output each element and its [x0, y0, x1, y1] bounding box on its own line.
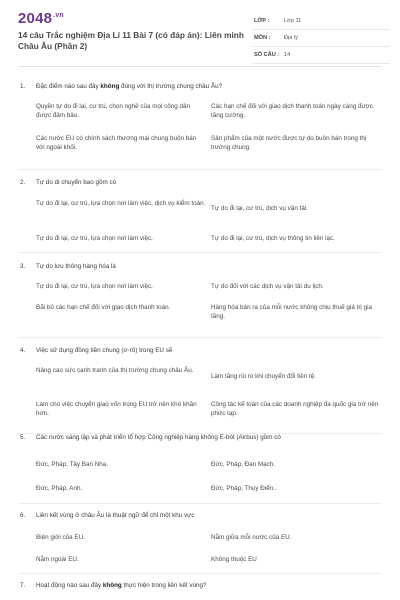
answer-option-c[interactable]: Tự do đi lại, cư trú, lựa chọn nơi làm việc. [36, 235, 153, 242]
meta-value: 14 [284, 52, 291, 58]
answer-option-d[interactable]: Không thuộc EU [211, 556, 257, 563]
question-divider [18, 503, 382, 504]
question-text: Tự do di chuyển bao gồm có [36, 179, 117, 186]
answer-option-d[interactable]: Công tác kế toán của các doanh nghiệp đa quốc gia trở nên phức tạp. [211, 401, 379, 417]
question-number: 2. [20, 179, 26, 186]
question-divider [18, 169, 382, 170]
answer-option-a[interactable]: Đức, Pháp, Tây Ban Nha. [36, 461, 109, 468]
page-title: 14 câu Trắc nghiệm Địa Lí 11 Bài 7 (có đáp án): Liên minh Châu Âu (Phần 2) [18, 30, 244, 51]
meta-table [252, 13, 390, 64]
answer-option-c[interactable]: Các nước EU có chính sách thương mại chung buôn bán với ngoài khối. [36, 135, 197, 151]
logo-text: 2048 [18, 10, 53, 27]
answer-option-d[interactable]: Đức, Pháp, Thụy Điển.. [211, 485, 277, 492]
question-divider [18, 252, 382, 253]
meta-row-subject [252, 30, 390, 47]
question-text: Đặc điểm nào sau đây không đúng với thị trường chung châu Âu? [36, 83, 223, 90]
question-number: 7. [20, 582, 26, 589]
question-number: 6. [20, 512, 26, 519]
answer-option-b[interactable]: Các hạn chế đối với giao dịch thanh toán ngày càng được tăng cường. [211, 103, 373, 119]
meta-key: LỚP : [254, 18, 270, 24]
question-text: Tự do lưu thông hàng hóa là [36, 263, 116, 270]
answer-option-a[interactable]: Tự do đi lại, cư trú, lựa chọn nơi làm việc, dịch vụ kiểm toán. [36, 200, 206, 207]
answer-option-c[interactable]: Bãi bỏ các hạn chế đối với giao dịch thanh toán. [36, 304, 171, 311]
answer-option-d[interactable]: Tự do đi lại, cư trú, dịch vụ thông tin liên lạc. [211, 235, 335, 242]
answer-option-b[interactable]: Đức, Pháp, Đan Mạch. [211, 461, 276, 468]
logo-suffix: .vn [53, 12, 64, 19]
answer-option-d[interactable]: Hàng hóa bán ra của mỗi nước không chịu thuế giá trị gia tăng. [211, 304, 372, 320]
meta-row-class [252, 13, 390, 30]
question-divider [18, 337, 382, 338]
question-number: 1. [20, 83, 26, 90]
answer-option-a[interactable]: Biên giới của EU. [36, 534, 85, 541]
answer-option-b[interactable]: Tự do đi lại, cư trú, dịch vụ vận tải. [211, 205, 308, 212]
meta-key: SỐ CÂU : [254, 52, 280, 58]
question-divider [18, 573, 382, 574]
answer-option-b[interactable]: Làm tăng rủi ro khi chuyển đổi tiền tệ. [211, 373, 317, 380]
meta-value: Địa lý [284, 35, 298, 41]
answer-option-c[interactable]: Nằm ngoài EU. [36, 556, 79, 563]
answer-option-a[interactable]: Tự do đi lại, cư trú, lựa chọn nơi làm việc. [36, 283, 153, 290]
answer-option-c[interactable]: Làm cho việc chuyển giao vốn trong EU trở nên khó khăn hơn. [36, 401, 197, 417]
site-logo[interactable] [18, 10, 64, 27]
answer-option-d[interactable]: Sản phẩm của một nước được tự do buôn bán trong thị trường chung. [211, 135, 367, 151]
question-text: Liên kết vùng ở châu Âu là thuật ngữ để chỉ một khu vực [36, 512, 195, 519]
question-text: Hoạt động nào sau đây không thực hiện trong liên kết vùng? [36, 582, 207, 589]
answer-option-a[interactable]: Nâng cao sức cạnh tranh của thị trường chung châu Âu. [36, 367, 194, 374]
answer-option-a[interactable]: Quyền tự do đi lại, cư trú, chọn nghề của mọi công dân được đảm bảo. [36, 103, 191, 119]
question-number: 4. [20, 347, 26, 354]
answer-option-b[interactable]: Nằm giữa mỗi nước của EU. [211, 534, 292, 541]
page-header [0, 0, 400, 64]
meta-row-question-count [252, 47, 390, 64]
question-text: Các nước sáng lập và phát triển tổ hợp Công nghiệp hàng không E-bót (Airbus) gồm có [36, 434, 281, 441]
question-number: 3. [20, 263, 26, 270]
answer-option-b[interactable]: Tự do đối với các dịch vụ vận tải du lịch. [211, 283, 324, 290]
answer-option-c[interactable]: Đức, Pháp, Anh. [36, 485, 83, 492]
header-divider [18, 66, 382, 67]
meta-value: Lớp 11 [284, 18, 302, 24]
question-text: Việc sử dụng đồng tiền chung (ơ-rô) trong EU sẽ [36, 347, 173, 354]
meta-key: MÔN : [254, 35, 271, 41]
question-number: 5. [20, 434, 26, 441]
